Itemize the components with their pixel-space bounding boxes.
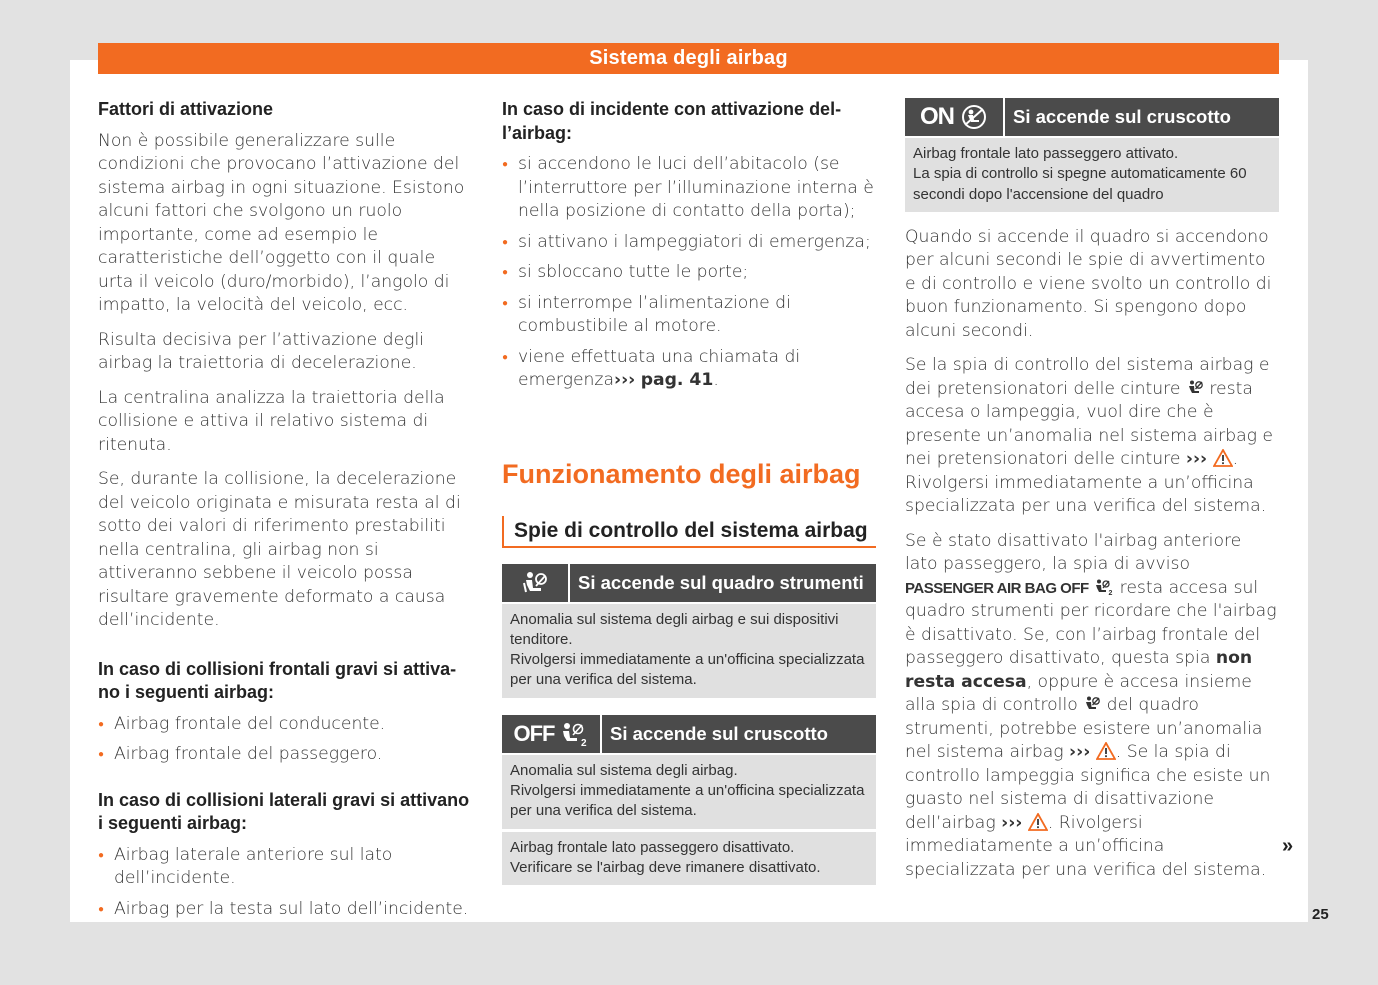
list-item	[502, 346, 876, 393]
table-header	[905, 98, 1279, 136]
reference-arrow-icon: ›››	[614, 370, 636, 390]
reference-arrow-icon: ›››	[1185, 449, 1208, 470]
paragraph-1: Non è possibile generalizzare sulle condizioni che provocano l’attivazione del sistema airbag in ogni situazione. Esistono alcuni fattori che svolgono un ruolo importante, come ad esempio le caratteristiche dell’oggetto con il quale urta il veicolo (duro/morbido), l’angolo di impatto, la velocità del veicolo, ecc.	[98, 130, 465, 315]
passenger-airbag-on-icon	[905, 98, 1005, 136]
list-item: ● Airbag laterale anteriore sul lato dell’incidente.	[98, 844, 470, 891]
paragraph-passenger-off	[905, 530, 1279, 883]
list-item: ● si accendono le luci dell’abitacolo (se l’interruttore per l’illuminazione interna è nella posizione di contatto della porta);	[502, 153, 876, 224]
heading-accident-activation: In caso di incidente con attivazione dell’airbag:	[502, 99, 842, 143]
text-span: Se la spia di controllo del sistema airbag e dei pretensionatori delle cinture	[905, 355, 1270, 399]
table-row: La spia di controllo si spegne automaticamente 60 secondi dopo l'accensione del quadro	[913, 165, 1247, 203]
list-item: ● si sbloccano tutte le porte;	[502, 261, 876, 285]
text-span: Se è stato disattivato l'airbag anteriore lato passeggero, la spia di avviso	[905, 530, 1242, 575]
table-body	[905, 138, 1279, 212]
reference-arrow-icon: ›››	[1001, 812, 1023, 833]
text-span: . Se la spia di controllo lampeggia significa che esiste un guasto nel sistema di disattivazione dell’airbag	[905, 742, 1271, 833]
off-label: OFF	[513, 720, 555, 746]
warning-table-2	[502, 715, 876, 885]
heading-activation-factors: Fattori di attivazione	[98, 99, 274, 119]
table-row: Rivolgersi immediatamente a un'officina specializzata per una verifica del sistema.	[510, 651, 865, 689]
text-span: resta accesa sul quadro strumenti per ricordare che l'airbag è disattivato. Se, con l’airbag frontale del passeggero disattivato, questa spia	[905, 577, 1277, 669]
on-label: ON	[920, 103, 954, 130]
table-header-label: Si accende sul cruscotto	[610, 722, 828, 744]
list-side-airbags	[98, 844, 470, 922]
table-row: Anomalia sul sistema degli airbag e sui dispositivi tenditore.	[510, 610, 839, 648]
list-item: ● si attivano i lampeggiatori di emergenza;	[502, 231, 876, 255]
svg-text:2: 2	[1108, 589, 1113, 596]
text-span: . Rivolgersi immediatamente a un’officina specializzata per una verifica del sistema.	[905, 449, 1267, 517]
reference-arrow-icon: ›››	[1069, 742, 1091, 763]
table-body	[502, 755, 876, 829]
airbag-warning-icon	[502, 564, 570, 602]
warning-triangle-icon	[1096, 742, 1116, 760]
continue-arrow-icon: »	[1282, 835, 1294, 857]
warning-table-1	[502, 564, 876, 698]
list-accident-actions	[502, 153, 876, 393]
text-span: del quadro strumenti, potrebbe esistere un’anomalia nel sistema airbag	[905, 695, 1263, 763]
table-row: Verificare se l'airbag deve rimanere disattivato.	[510, 858, 821, 876]
column-middle	[502, 96, 876, 885]
list-item: ● Airbag frontale del conducente.	[98, 713, 470, 737]
paragraph-2: Risulta decisiva per l’attivazione degli airbag la traiettoria di decelerazione.	[98, 329, 425, 373]
table-row: Anomalia sul sistema degli airbag.	[510, 761, 738, 779]
airbag-warning-icon	[1186, 379, 1204, 397]
list-item: ● si interrompe l’alimentazione di combustibile al motore.	[502, 292, 876, 339]
table-row: Rivolgersi immediatamente a un'officina specializzata per una verifica del sistema.	[510, 781, 865, 820]
column-left	[98, 96, 470, 928]
paragraph-4: Se, durante la collisione, la decelerazione del veicolo originata e misurata resta al di sotto dei valori di riferimento prestabiliti nella centralina, gli airbag non si attiveranno sebbene il veicolo possa risultare gravemente deformato a causa dell’incidente.	[98, 469, 461, 630]
bold-text: non resta accesa	[905, 648, 1253, 692]
passenger-airbag-off-icon	[1094, 578, 1114, 596]
airbag-warning-icon	[1083, 695, 1101, 713]
svg-text:2: 2	[580, 737, 587, 747]
heading-frontal-collisions: In caso di collisioni frontali gravi si attivano i seguenti airbag:	[98, 658, 457, 702]
table-header-label: Si accende sul cruscotto	[1013, 106, 1231, 127]
page-banner: Sistema degli airbag	[98, 43, 1279, 74]
warning-triangle-icon	[1213, 449, 1233, 467]
table-row: Airbag frontale lato passeggero attivato.	[913, 145, 1179, 162]
text-span: . Rivolgersi immediatamente a un’officina specializzata per una verifica del sistema.	[905, 812, 1267, 880]
text-span: resta accesa o lampeggia, vuol dire che è presente un’anomalia nel sistema airbag e nei pretensionatori delle cinture	[905, 378, 1273, 470]
list-frontal-airbags	[98, 713, 470, 767]
list-item-end: .	[713, 370, 719, 390]
column-right	[905, 98, 1279, 893]
table-body-2	[502, 832, 876, 886]
table-header	[502, 564, 876, 602]
page-number: 25	[1312, 906, 1329, 923]
section-title: Funzionamento degli airbag	[502, 458, 861, 489]
page-reference-link[interactable]: pag. 41	[640, 370, 714, 390]
paragraph-anomaly	[905, 354, 1279, 519]
list-item: ● Airbag frontale del passeggero.	[98, 743, 470, 767]
passenger-airbag-off-icon	[502, 715, 602, 753]
subsection-title: Spie di controllo del sistema airbag	[502, 516, 876, 548]
table-header	[502, 715, 876, 753]
table-body	[502, 604, 876, 698]
warning-triangle-icon	[1028, 813, 1048, 831]
list-item: ● Airbag per la testa sul lato dell’incidente.	[98, 898, 470, 922]
paragraph-3: La centralina analizza la traiettoria della collisione e attiva il relativo sistema di ritenuta.	[98, 387, 445, 455]
paragraph-startup-check: Quando si accende il quadro si accendono per alcuni secondi le spie di avvertimento e di controllo e viene svolto un controllo di buon funzionamento. Si spengono dopo alcuni secondi.	[905, 226, 1272, 341]
table-header-label: Si accende sul quadro strumenti	[578, 571, 864, 593]
passenger-airbag-off-label: PASSENGER AIR BAG OFF	[905, 579, 1089, 597]
emergency-call-text: viene effettuata una chiamata di emergenza	[518, 346, 801, 390]
heading-side-collisions: In caso di collisioni laterali gravi si attivano i seguenti airbag:	[98, 789, 470, 833]
text-span: , oppure è accesa insieme alla spia di controllo	[905, 671, 1252, 716]
warning-table-3	[905, 98, 1279, 212]
table-row: Airbag frontale lato passeggero disattivato.	[510, 838, 795, 856]
